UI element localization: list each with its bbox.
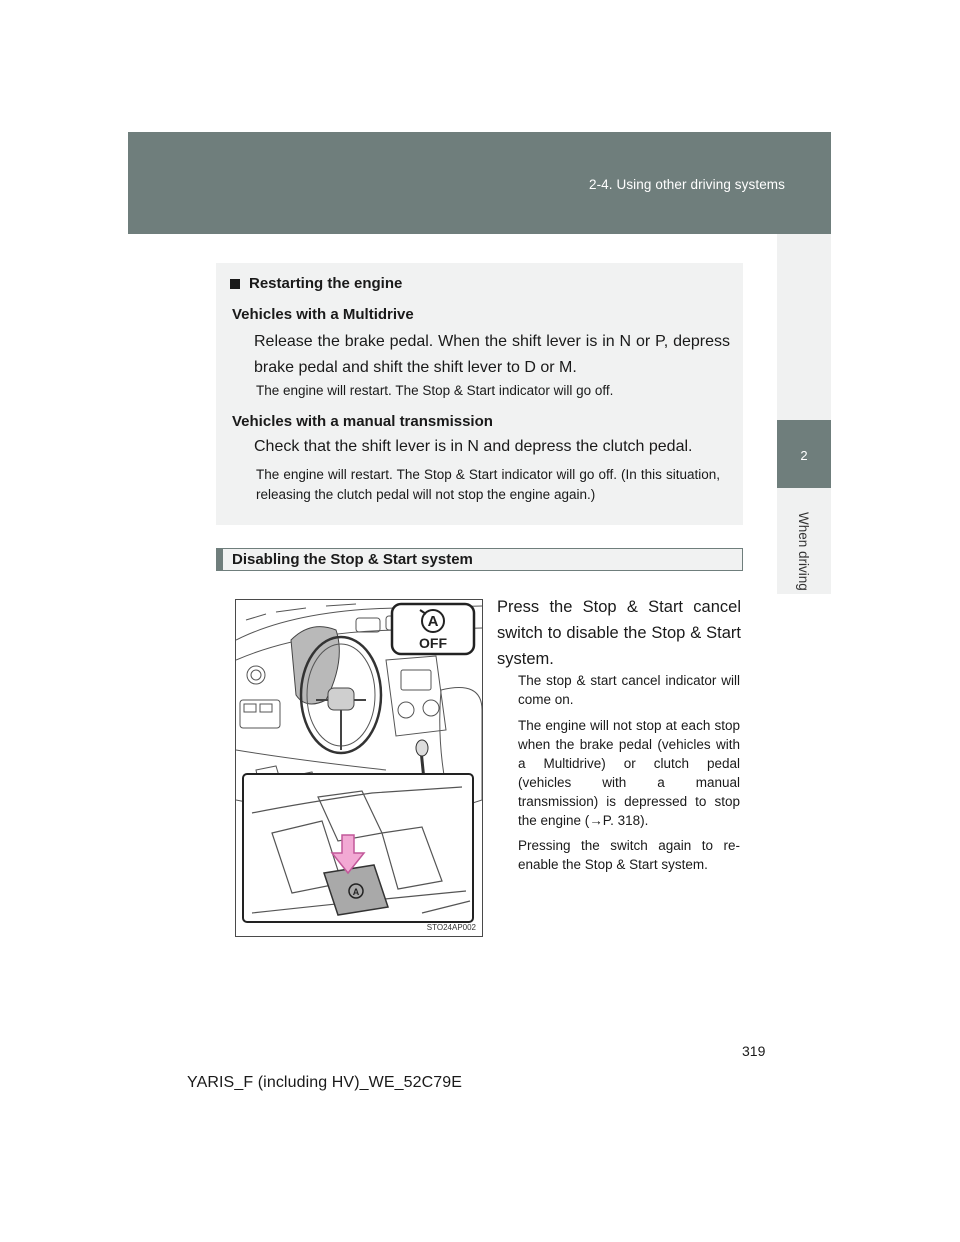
manual-note: The engine will restart. The Stop & Start indicator will go off. (In this situation, releasing the clutch pedal will not stop the engine again.) [256,467,720,502]
multidrive-note: The engine will restart. The Stop & Start indicator will go off. [256,383,614,398]
svg-text:A: A [352,887,360,897]
info-heading-text: Restarting the engine [249,275,403,292]
footer-code: YARIS_F (including HV)_WE_52C79E [187,1074,463,1091]
section-title: Disabling the Stop & Start system [232,551,473,568]
section-title-bar [216,548,743,571]
off-label: OFF [419,635,447,651]
section-header: 2-4. Using other driving systems [588,177,785,192]
svg-text:A: A [427,613,439,630]
dashboard-illustration [235,599,483,937]
info-heading [230,275,402,292]
multidrive-instruction: Release the brake pedal. When the shift lever is in N or P, depress brake pedal and shift the shift lever to D or M. [254,333,730,376]
chapter-label: When driving [796,512,811,591]
header-band [128,132,831,234]
chapter-tab[interactable] [777,420,831,488]
page-number: 319 [742,1043,766,1059]
note-indicator: The stop & start cancel indicator will come on. [518,673,740,707]
multidrive-heading: Vehicles with a Multidrive [232,306,414,323]
disable-instruction: Press the Stop & Start cancel switch to disable the Stop & Start system. [497,598,741,668]
manual-heading: Vehicles with a manual transmission [232,413,493,430]
note-engine-stop: The engine will not stop at each stop when the brake pedal (vehicles with a Multidrive) or clutch pedal (vehicles with a manual transmission) is depressed to stop the engine (→P. 318). [518,718,740,828]
switch-inset-drawing [242,773,474,923]
note-reenable: Pressing the switch again to re-enable the Stop & Start system. [518,838,740,872]
manual-instruction: Check that the shift lever is in N and depress the clutch pedal. [254,438,693,455]
figure-code: STO24AP002 [426,923,476,932]
off-button-callout [392,604,474,654]
chapter-number: 2 [800,448,808,463]
square-bullet-icon [230,279,240,289]
info-box [216,263,743,525]
